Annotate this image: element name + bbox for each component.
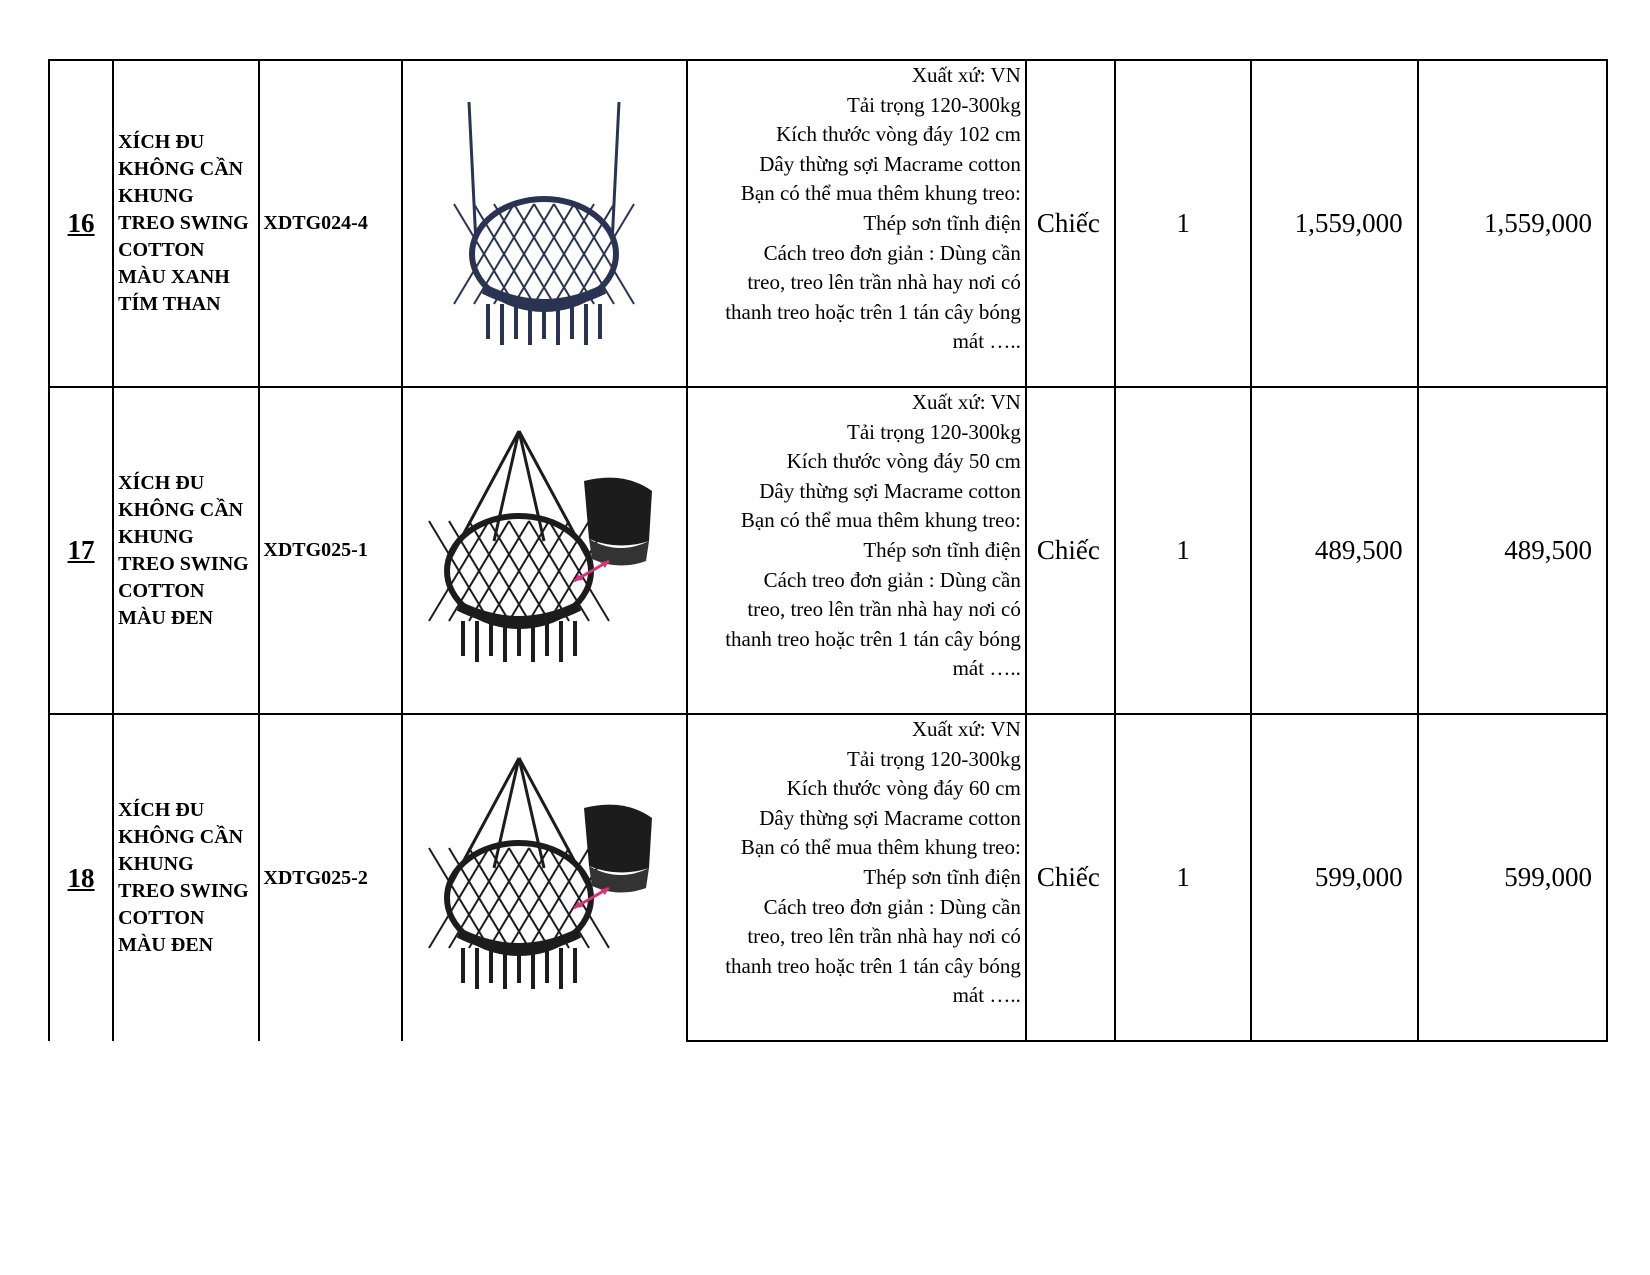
unit: Chiếc bbox=[1026, 714, 1115, 1041]
swing-chair-image bbox=[424, 748, 664, 1008]
description-line: Bạn có thể mua thêm khung treo: bbox=[740, 835, 1021, 860]
product-name bbox=[113, 714, 259, 1041]
product-name-line: XÍCH ĐU bbox=[118, 799, 205, 821]
description-line: thanh treo hoặc trên 1 tán cây bóng bbox=[725, 626, 1021, 651]
description-line: Bạn có thể mua thêm khung treo: bbox=[740, 181, 1021, 206]
product-name-line: TREO SWING bbox=[118, 552, 249, 575]
product-name-line: KHÔNG CẦN bbox=[118, 158, 244, 180]
product-code: XDTG025-2 bbox=[259, 714, 401, 1041]
product-code: XDTG024-4 bbox=[259, 60, 401, 387]
description-line: Thép sơn tĩnh điện bbox=[863, 537, 1021, 562]
description-line: Xuất xứ: VN bbox=[911, 717, 1021, 741]
description-line: Dây thừng sợi Macrame cotton bbox=[759, 805, 1021, 830]
line-total: 599,000 bbox=[1418, 714, 1607, 1041]
description-line: Thép sơn tĩnh điện bbox=[863, 210, 1021, 235]
description-line: Xuất xứ: VN bbox=[911, 390, 1021, 414]
product-image bbox=[402, 387, 688, 714]
description-line: Kích thước vòng đáy 102 cm bbox=[776, 122, 1021, 147]
description-line: Tải trọng 120-300kg bbox=[847, 419, 1021, 444]
description-line: mát ….. bbox=[952, 983, 1021, 1008]
product-image bbox=[402, 60, 688, 387]
product-name-line: MÀU XANH bbox=[118, 266, 230, 288]
unit-price: 1,559,000 bbox=[1251, 60, 1417, 387]
description-line: Bạn có thể mua thêm khung treo: bbox=[740, 508, 1021, 533]
product-name-line: XÍCH ĐU bbox=[118, 471, 205, 494]
line-total: 1,559,000 bbox=[1418, 60, 1607, 387]
product-description bbox=[687, 387, 1026, 714]
description-line: treo, treo lên trần nhà hay nơi có bbox=[747, 597, 1021, 622]
product-description bbox=[687, 60, 1026, 387]
description-line: Cách treo đơn giản : Dùng cần bbox=[763, 567, 1021, 592]
product-name-line: KHUNG bbox=[118, 525, 194, 548]
description-line: Cách treo đơn giản : Dùng cần bbox=[763, 894, 1021, 919]
description-line: Cách treo đơn giản : Dùng cần bbox=[763, 240, 1021, 265]
unit: Chiếc bbox=[1026, 60, 1115, 387]
product-name-line: KHÔNG CẦN bbox=[118, 498, 244, 521]
description-line: Tải trọng 120-300kg bbox=[847, 746, 1021, 771]
line-total: 489,500 bbox=[1418, 387, 1607, 714]
product-description bbox=[687, 714, 1026, 1041]
product-name-line: TÍM THAN bbox=[118, 293, 221, 315]
product-name-line: XÍCH ĐU bbox=[118, 131, 205, 153]
description-line: treo, treo lên trần nhà hay nơi có bbox=[747, 270, 1021, 295]
unit: Chiếc bbox=[1026, 387, 1115, 714]
description-line: Thép sơn tĩnh điện bbox=[863, 864, 1021, 889]
product-name-line: KHUNG bbox=[118, 185, 194, 207]
description-line: thanh treo hoặc trên 1 tán cây bóng bbox=[725, 299, 1021, 324]
product-code: XDTG025-1 bbox=[259, 387, 401, 714]
product-name bbox=[113, 387, 259, 714]
quantity: 1 bbox=[1115, 60, 1251, 387]
description-line: Xuất xứ: VN bbox=[911, 63, 1021, 87]
description-line: Dây thừng sợi Macrame cotton bbox=[759, 478, 1021, 503]
product-table bbox=[48, 59, 1608, 1042]
product-name-line: KHUNG bbox=[118, 853, 194, 875]
product-name-line: COTTON bbox=[118, 239, 205, 261]
product-name-line: COTTON bbox=[118, 579, 205, 602]
product-name-line: TREO SWING bbox=[118, 212, 249, 234]
product-name-line: MÀU ĐEN bbox=[118, 606, 214, 629]
table-row bbox=[49, 714, 1607, 1041]
unit-price: 599,000 bbox=[1251, 714, 1417, 1041]
row-number: 16 bbox=[49, 60, 113, 387]
description-line: Kích thước vòng đáy 60 cm bbox=[786, 776, 1021, 801]
table-row bbox=[49, 387, 1607, 714]
row-number: 18 bbox=[49, 714, 113, 1041]
quantity: 1 bbox=[1115, 387, 1251, 714]
description-line: Tải trọng 120-300kg bbox=[847, 92, 1021, 117]
description-line: Kích thước vòng đáy 50 cm bbox=[786, 449, 1021, 474]
row-number: 17 bbox=[49, 387, 113, 714]
description-line: treo, treo lên trần nhà hay nơi có bbox=[747, 924, 1021, 949]
product-name-line: COTTON bbox=[118, 907, 205, 929]
unit-price: 489,500 bbox=[1251, 387, 1417, 714]
description-line: thanh treo hoặc trên 1 tán cây bóng bbox=[725, 953, 1021, 978]
product-name-line: MÀU ĐEN bbox=[118, 934, 214, 956]
product-image bbox=[402, 714, 688, 1041]
product-name bbox=[113, 60, 259, 387]
description-line: Dây thừng sợi Macrame cotton bbox=[759, 151, 1021, 176]
description-line: mát ….. bbox=[952, 329, 1021, 354]
product-name-line: TREO SWING bbox=[118, 880, 249, 902]
description-line: mát ….. bbox=[952, 656, 1021, 681]
swing-chair-image bbox=[424, 421, 664, 681]
quantity: 1 bbox=[1115, 714, 1251, 1041]
table-row bbox=[49, 60, 1607, 387]
product-name-line: KHÔNG CẦN bbox=[118, 826, 244, 848]
swing-chair-image bbox=[424, 94, 664, 354]
